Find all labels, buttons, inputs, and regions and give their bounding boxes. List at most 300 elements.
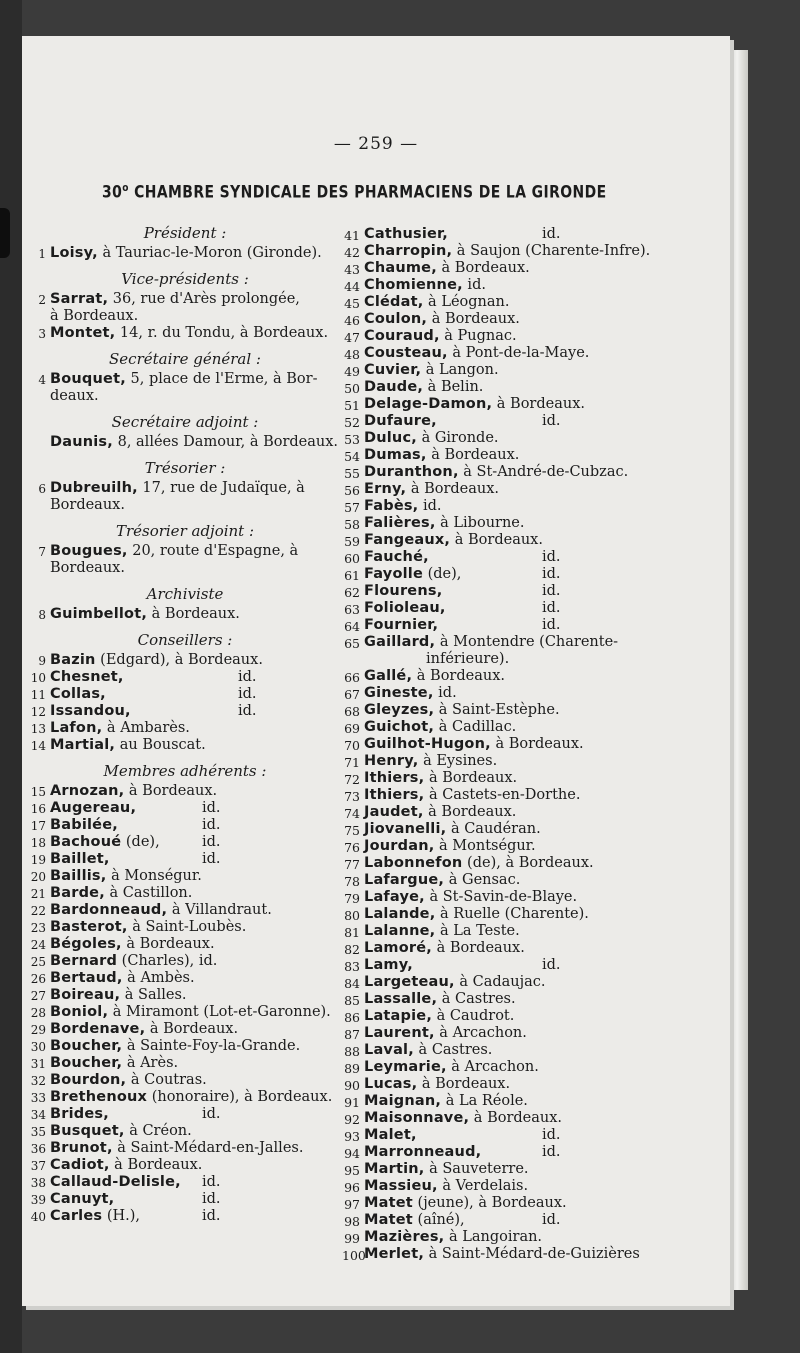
list-item — [342, 634, 702, 668]
entry-name: Lamoré, — [364, 940, 432, 956]
entry-name: Dufaure, — [364, 413, 437, 429]
list-item — [30, 371, 340, 405]
list-item — [30, 1123, 340, 1140]
entry-detail: à Libourne. — [435, 515, 525, 531]
list-item — [342, 1161, 702, 1178]
list-item — [30, 434, 340, 451]
entry-name: Brethenoux — [50, 1089, 148, 1105]
list-item — [342, 396, 702, 413]
entry-detail: à Bordeaux. — [145, 1021, 239, 1037]
entry-name: Chomienne, — [364, 277, 463, 293]
entry-ditto: id. — [542, 617, 561, 633]
entry-ditto: id. — [202, 1208, 221, 1224]
entry-detail: à Tauriac-le-Moron (Gironde). — [97, 245, 322, 261]
list-item — [30, 987, 340, 1004]
entry-detail: à Léognan. — [423, 294, 510, 310]
entry-number: 53 — [344, 432, 360, 447]
entry-number: 54 — [344, 449, 360, 464]
list-item — [30, 1004, 340, 1021]
entry-detail: à Castres. — [413, 1042, 493, 1058]
entry-detail: à Castets-en-Dorthe. — [424, 787, 581, 803]
list-item — [30, 720, 340, 737]
entry-detail: à Saint-Médard-de-Guizières — [424, 1246, 640, 1262]
entry-detail: (Charles), id. — [117, 953, 218, 969]
list-item — [342, 685, 702, 702]
entry-number: 35 — [30, 1125, 46, 1139]
entry-name: Cadiot, — [50, 1157, 110, 1173]
entry-name: Cousteau, — [364, 345, 448, 361]
vice-presidents-heading: Vice-présidents : — [121, 270, 249, 288]
entry-continuation: deaux. — [50, 388, 99, 404]
entry-detail: à Caudrot. — [432, 1008, 515, 1024]
entry-name: Bougues, — [50, 543, 128, 559]
assistant-secretary-heading: Secrétaire adjoint : — [111, 413, 259, 431]
entry-number: 47 — [344, 330, 360, 345]
entry-name: Falières, — [364, 515, 436, 531]
list-item — [30, 1191, 340, 1208]
list-item — [342, 362, 702, 379]
entry-number: 65 — [344, 636, 360, 651]
entry-detail: (de), — [121, 834, 160, 850]
list-item — [30, 817, 340, 834]
list-item — [342, 447, 702, 464]
entry-detail: (H.), — [102, 1208, 141, 1224]
entry-number: 55 — [344, 466, 360, 481]
list-item — [30, 919, 340, 936]
list-item — [342, 311, 702, 328]
entry-ditto: id. — [542, 413, 561, 429]
list-item — [30, 606, 340, 623]
list-item — [342, 583, 702, 600]
entry-name: Martin, — [364, 1161, 425, 1177]
entry-number: 77 — [344, 857, 360, 872]
entry-detail: (de), à Bordeaux. — [462, 855, 594, 871]
entry-number: 85 — [344, 993, 360, 1008]
entry-number: 10 — [30, 671, 46, 685]
list-item — [342, 600, 702, 617]
entry-detail: (aîné), — [412, 1212, 465, 1228]
list-item — [30, 953, 340, 970]
entry-number: 32 — [30, 1074, 46, 1088]
entry-name: Bouquet, — [50, 371, 126, 387]
entry-number: 38 — [30, 1176, 46, 1190]
entry-number: 63 — [344, 602, 360, 617]
entry-detail: id. — [418, 498, 442, 514]
entry-name: Brides, — [50, 1106, 109, 1122]
entry-name: Folioleau, — [364, 600, 446, 616]
entry-detail: à Bordeaux. — [469, 1110, 563, 1126]
entry-ditto: id. — [238, 669, 257, 685]
list-item — [30, 1055, 340, 1072]
entry-detail: à Bordeaux. — [423, 804, 517, 820]
entry-name: Henry, — [364, 753, 419, 769]
list-item — [342, 1025, 702, 1042]
entry-name: Daunis, — [50, 434, 113, 450]
entry-name: Lucas, — [364, 1076, 418, 1092]
entry-detail: à Bordeaux. — [436, 260, 530, 276]
entry-number: 74 — [344, 806, 360, 821]
list-item — [342, 668, 702, 685]
list-item — [342, 464, 702, 481]
entry-name: Duluc, — [364, 430, 417, 446]
entry-number: 89 — [344, 1061, 360, 1076]
title-sup: o — [122, 181, 129, 194]
list-item — [30, 325, 340, 342]
entry-detail: à Caudéran. — [446, 821, 541, 837]
entry-detail: à La Réole. — [441, 1093, 528, 1109]
entry-detail: au Bouscat. — [115, 737, 206, 753]
page-number: — 259 — — [333, 134, 419, 154]
entry-number: 23 — [30, 921, 46, 935]
entry-detail: à Saint-Loubès. — [127, 919, 247, 935]
entry-detail: à Salles. — [120, 987, 187, 1003]
entry-number: 46 — [344, 313, 360, 328]
entry-detail: à St-André-de-Cubzac. — [458, 464, 629, 480]
entry-detail: à Bordeaux. — [412, 668, 505, 684]
list-item — [342, 1144, 702, 1161]
entry-name: Cathusier, — [364, 226, 448, 242]
binding-edge — [0, 0, 22, 1353]
entry-name: Charropin, — [364, 243, 453, 259]
page-edge — [730, 50, 748, 1290]
entry-name: Baillis, — [50, 868, 107, 884]
entry-number: 73 — [344, 789, 360, 804]
entry-name: Martial, — [50, 737, 116, 753]
entry-number: 33 — [30, 1091, 46, 1105]
entry-detail: à Cadillac. — [434, 719, 517, 735]
list-item — [342, 549, 702, 566]
councillors-list — [30, 652, 340, 754]
entry-number: 12 — [30, 705, 46, 719]
entry-name: Coulon, — [364, 311, 428, 327]
entry-name: Mazières, — [364, 1229, 445, 1245]
list-item — [30, 902, 340, 919]
entry-detail: 5, place de l'Erme, à Bor- — [125, 371, 318, 387]
entry-ditto: id. — [542, 1144, 561, 1160]
entry-name: Guimbellot, — [50, 606, 148, 622]
entry-number: 34 — [30, 1108, 46, 1122]
entry-number: 86 — [344, 1010, 360, 1025]
entry-ditto: id. — [202, 1191, 221, 1207]
entry-detail: à Ambarès. — [102, 720, 190, 736]
entry-number: 20 — [30, 870, 46, 884]
entry-name: Bordenave, — [50, 1021, 146, 1037]
entry-ditto: id. — [542, 226, 561, 242]
list-item — [342, 617, 702, 634]
entry-number: 97 — [344, 1197, 360, 1212]
list-item — [342, 243, 702, 260]
entry-number: 68 — [344, 704, 360, 719]
entry-detail: à Bordeaux. — [109, 1157, 203, 1173]
entry-detail: à Arcachon. — [434, 1025, 527, 1041]
entry-name: Dubreuilh, — [50, 480, 138, 496]
entry-name: Chesnet, — [50, 669, 124, 685]
list-item — [342, 889, 702, 906]
list-item — [342, 1229, 702, 1246]
list-item — [342, 345, 702, 362]
entry-detail: à Saujon (Charente-Infre). — [452, 243, 651, 259]
entry-ditto: id. — [202, 851, 221, 867]
entry-detail: à Gensac. — [444, 872, 521, 888]
list-item — [30, 669, 340, 686]
list-item — [342, 1246, 702, 1263]
entry-number: 13 — [30, 722, 46, 736]
entry-name: Maisonnave, — [364, 1110, 470, 1126]
entry-name: Guilhot-Hugon, — [364, 736, 491, 752]
entry-name: Babilée, — [50, 817, 118, 833]
entry-number: 27 — [30, 989, 46, 1003]
entry-name: Malet, — [364, 1127, 417, 1143]
entry-number: 70 — [344, 738, 360, 753]
entry-name: Lalanne, — [364, 923, 436, 939]
list-item — [30, 703, 340, 720]
entry-detail: 36, rue d'Arès prolongée, — [108, 291, 300, 307]
entry-name: Loisy, — [50, 245, 98, 261]
list-item — [30, 291, 340, 325]
list-item — [342, 566, 702, 583]
entry-name: Boucher, — [50, 1055, 123, 1071]
entry-ditto: id. — [542, 600, 561, 616]
entry-ditto: id. — [238, 703, 257, 719]
entry-ditto: id. — [542, 1212, 561, 1228]
list-item — [342, 1110, 702, 1127]
entry-detail: (honoraire), à Bordeaux. — [147, 1089, 333, 1105]
entry-name: Gaillard, — [364, 634, 436, 650]
entry-name: Bernard — [50, 953, 118, 969]
entry-continuation: inférieure). — [426, 651, 510, 667]
members-heading: Membres adhérents : — [103, 762, 267, 780]
list-item — [342, 481, 702, 498]
entry-name: Lassalle, — [364, 991, 438, 1007]
entry-detail: à Villandraut. — [167, 902, 272, 918]
entry-name: Gallé, — [364, 668, 413, 684]
entry-detail: à Montendre (Charente- — [435, 634, 619, 650]
entry-detail: à Bordeaux. — [490, 736, 584, 752]
entry-number: 21 — [30, 887, 46, 901]
entry-name: Clédat, — [364, 294, 424, 310]
entry-name: Duranthon, — [364, 464, 459, 480]
entry-name: Bardonneaud, — [50, 902, 168, 918]
list-item — [342, 532, 702, 549]
entry-name: Lafargue, — [364, 872, 445, 888]
list-item — [30, 652, 340, 669]
entry-name: Delage-Damon, — [364, 396, 493, 412]
entry-number: 28 — [30, 1006, 46, 1020]
list-item — [342, 821, 702, 838]
entry-detail: à Pugnac. — [439, 328, 517, 344]
list-item — [342, 974, 702, 991]
entry-name: Laval, — [364, 1042, 414, 1058]
entry-number: 87 — [344, 1027, 360, 1042]
entry-ditto: id. — [202, 834, 221, 850]
list-item — [342, 872, 702, 889]
entry-name: Boucher, — [50, 1038, 123, 1054]
entry-detail: à Bordeaux. — [124, 783, 218, 799]
entry-detail: à Montségur. — [434, 838, 536, 854]
entry-number: 9 — [38, 654, 46, 668]
entry-detail: à Castillon. — [104, 885, 193, 901]
entry-name: Marronneaud, — [364, 1144, 482, 1160]
list-item — [30, 851, 340, 868]
entry-ditto: id. — [542, 566, 561, 582]
list-item — [342, 328, 702, 345]
left-column — [30, 216, 340, 1225]
entry-detail: à Bordeaux. — [417, 1076, 511, 1092]
entry-number: 100 — [342, 1248, 366, 1263]
list-item — [342, 1008, 702, 1025]
entry-number: 66 — [344, 670, 360, 685]
entry-number: 81 — [344, 925, 360, 940]
entry-number: 88 — [344, 1044, 360, 1059]
binding-mark — [0, 208, 10, 258]
list-item — [342, 957, 702, 974]
list-item — [342, 1127, 702, 1144]
entry-continuation: Bordeaux. — [50, 560, 125, 576]
entry-number: 15 — [30, 785, 46, 799]
list-item — [342, 498, 702, 515]
list-item — [30, 783, 340, 800]
entry-number: 95 — [344, 1163, 360, 1178]
entry-name: Couraud, — [364, 328, 440, 344]
list-item — [30, 1208, 340, 1225]
entry-number: 48 — [344, 347, 360, 362]
entry-detail: à Eysines. — [418, 753, 498, 769]
entry-name: Bazin — [50, 652, 96, 668]
entry-detail: id. — [433, 685, 457, 701]
treasurer-heading: Trésorier : — [144, 459, 226, 477]
list-item — [30, 1157, 340, 1174]
entry-number: 30 — [30, 1040, 46, 1054]
entry-detail: à Langon. — [421, 362, 499, 378]
entry-name: Busquet, — [50, 1123, 125, 1139]
entry-name: Collas, — [50, 686, 106, 702]
president-heading: Président : — [143, 224, 227, 242]
entry-detail: à Ruelle (Charente). — [435, 906, 589, 922]
entry-number: 78 — [344, 874, 360, 889]
councillors-heading: Conseillers : — [137, 631, 233, 649]
entry-detail: à Sainte-Foy-la-Grande. — [122, 1038, 301, 1054]
entry-name: Basterot, — [50, 919, 128, 935]
entry-detail: à Bordeaux. — [121, 936, 215, 952]
list-item — [342, 940, 702, 957]
entry-ditto: id. — [202, 817, 221, 833]
entry-number: 26 — [30, 972, 46, 986]
entry-number: 3 — [38, 327, 46, 341]
entry-name: Fayolle — [364, 566, 423, 582]
entry-number: 2 — [38, 293, 46, 307]
list-item — [30, 1140, 340, 1157]
entry-detail: à Ambès. — [122, 970, 195, 986]
list-item — [30, 737, 340, 754]
entry-detail: à Bordeaux. — [424, 770, 518, 786]
entry-name: Barde, — [50, 885, 105, 901]
entry-name: Massieu, — [364, 1178, 438, 1194]
entry-name: Arnozan, — [50, 783, 125, 799]
entry-number: 37 — [30, 1159, 46, 1173]
entry-name: Merlet, — [364, 1246, 425, 1262]
list-item — [30, 245, 340, 262]
entry-detail: à St-Savin-de-Blaye. — [424, 889, 578, 905]
entry-number: 49 — [344, 364, 360, 379]
entry-name: Dumas, — [364, 447, 427, 463]
entry-detail: à Bordeaux. — [147, 606, 240, 622]
entry-number: 57 — [344, 500, 360, 515]
entry-detail: (jeune), à Bordeaux. — [412, 1195, 567, 1211]
entry-detail: à Saint-Médard-en-Jalles. — [112, 1140, 304, 1156]
entry-name: Labonnefon — [364, 855, 463, 871]
entry-name: Maignan, — [364, 1093, 442, 1109]
entry-number: 36 — [30, 1142, 46, 1156]
entry-number: 14 — [30, 739, 46, 753]
entry-ditto: id. — [202, 1106, 221, 1122]
entry-number: 83 — [344, 959, 360, 974]
entry-number: 80 — [344, 908, 360, 923]
list-item — [342, 1076, 702, 1093]
entry-number: 94 — [344, 1146, 360, 1161]
entry-number: 91 — [344, 1095, 360, 1110]
entry-detail: à Langoiran. — [444, 1229, 543, 1245]
list-item — [342, 1042, 702, 1059]
entry-detail: 8, allées Damour, à Bordeaux. — [112, 434, 339, 450]
entry-number: 7 — [38, 545, 46, 559]
entry-ditto: id. — [542, 583, 561, 599]
entry-name: Callaud-Delisle, — [50, 1174, 181, 1190]
entry-number: 90 — [344, 1078, 360, 1093]
entry-number: 60 — [344, 551, 360, 566]
entry-number: 25 — [30, 955, 46, 969]
entry-name: Fournier, — [364, 617, 439, 633]
list-item — [30, 1174, 340, 1191]
list-item — [30, 885, 340, 902]
list-item — [30, 1038, 340, 1055]
entry-detail: (de), — [422, 566, 462, 582]
entry-number: 18 — [30, 836, 46, 850]
entry-detail: à Bordeaux. — [427, 311, 520, 327]
entry-name: Brunot, — [50, 1140, 113, 1156]
list-item — [30, 936, 340, 953]
list-item — [30, 686, 340, 703]
entry-name: Canuyt, — [50, 1191, 115, 1207]
entry-detail: à Cadaujac. — [454, 974, 546, 990]
entry-number: 72 — [344, 772, 360, 787]
entry-number: 61 — [344, 568, 360, 583]
entry-number: 1 — [38, 247, 46, 261]
entry-detail: à Créon. — [124, 1123, 192, 1139]
entry-detail: à Monségur. — [106, 868, 202, 884]
entry-number: 39 — [30, 1193, 46, 1207]
list-item — [30, 1021, 340, 1038]
entry-name: Baillet, — [50, 851, 110, 867]
entry-detail: à Saint-Estèphe. — [434, 702, 560, 718]
entry-ditto: id. — [542, 957, 561, 973]
entry-name: Jaudet, — [364, 804, 424, 820]
entry-number: 59 — [344, 534, 360, 549]
list-item — [342, 260, 702, 277]
list-item — [342, 736, 702, 753]
list-item — [342, 1059, 702, 1076]
entry-number: 51 — [344, 398, 360, 413]
entry-number: 62 — [344, 585, 360, 600]
list-item — [30, 1072, 340, 1089]
entry-number: 98 — [344, 1214, 360, 1229]
list-item — [30, 1089, 340, 1106]
entry-number: 40 — [30, 1210, 46, 1224]
entry-detail: à Bordeaux. — [426, 447, 520, 463]
entry-detail: à Pont-de-la-Maye. — [447, 345, 590, 361]
list-item — [342, 413, 702, 430]
entry-detail: à La Teste. — [435, 923, 520, 939]
entry-name: Boireau, — [50, 987, 121, 1003]
